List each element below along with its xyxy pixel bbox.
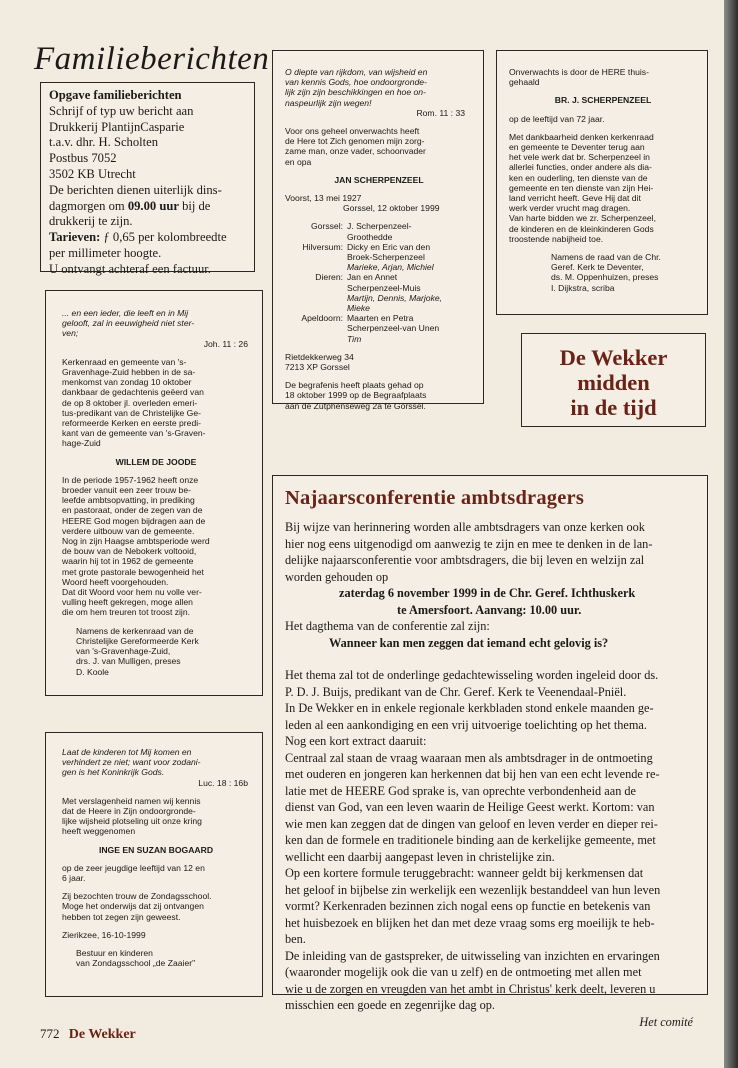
bible-quote [62,747,250,778]
article-line: dienst van God, van een leven waarin de Heilige Geest werkt. Kortom: van [285,800,655,814]
family-place: Gorssel: [311,221,343,232]
text-line: de bouw van de Nebokerk voltooid, [62,546,197,557]
text-line: vulling heeft gekregen, moge allen [62,597,193,608]
article-line: Nog een kort extract daaruit: [285,734,427,748]
conference-theme: Wanneer kan men zeggen dat iemand echt gelovig is? [329,635,609,650]
bible-quote [285,67,473,108]
notice-signature [62,948,250,968]
text-line: Onverwachts is door de HERE thuis- [509,67,649,77]
text-line: menkomst van zondag 10 oktober [62,377,192,388]
signature-line: Bestuur en kinderen [76,948,153,959]
article-line: het geloof in bijbelse zin werkelijk een wezenlijk bestanddeel van hun leven [285,882,661,897]
family-entry [285,313,473,344]
address-line: Postbus 7052 [49,151,117,166]
family-members [347,221,473,241]
signature-line: Geref. Kerk te Deventer, [551,262,644,273]
family-line: Scherpenzeel-van Unen [347,323,440,334]
text-line: kant van de gemeente van 's-Graven- [62,428,206,439]
notice-intro [62,796,250,837]
article-line: het huisbezoek en blijken het dan met deze vraag soms erg moeilijk te heb- [285,915,655,930]
text-line: en opa [285,156,312,167]
text-line: tus-predikant van de Christelijke Ge- [62,407,201,418]
text-line: dankbaar de gedachtenis geëerd van [62,387,204,398]
address-line: Drukkerij PlantijnCasparie [49,119,185,134]
signature-line: I. Dijkstra, scriba [551,282,615,293]
text-line: 6 jaar. [62,873,86,884]
family-line: Dicky en Eric van den [347,241,431,252]
family-entry [285,272,473,313]
theme-intro: Het dagthema van de conferentie zal zijn: [285,619,490,633]
article-line: ken dan de formele en traditionele binding aan de kerkelijke gemeente, met [285,833,656,847]
article-title: Najaarsconferentie ambtsdragers [285,487,585,509]
text-line: Zij bezochten trouw de Zondagsschool. [62,891,212,902]
article-najaarsconferentie [272,475,708,1029]
submission-invoice: U ontvangt achteraf een factuur. [49,261,211,276]
article-line: ben. [285,932,306,946]
text-line: Woord heeft voorgehouden. [62,576,169,587]
family-line: Scherpenzeel-Muis [347,282,421,293]
article-line: met ouderen en jongeren kan herkennen dat bij hen van een echt levende re- [285,767,660,781]
deceased-names: INGE EN SUZAN BOGAARD [98,844,214,855]
family-line: Jan en Annet [347,272,398,283]
text-line: en pastoraat, onder de zegen van de [62,505,203,516]
submission-rates: Tarieven: ƒ 0,65 per kolombreedte per millimeter hoogte. [49,230,227,260]
article-line: wellicht een daarbij aangepast leven in christelijke zin. [285,849,555,864]
notice-age: op de leeftijd van 72 jaar. [509,113,605,124]
family-line: J. Scherpenzeel- [347,221,412,232]
submission-address [49,104,246,183]
text-line: Met verslagenheid namen wij kennis [62,795,201,806]
text-line: die om hem treuren tot troost zijn. [62,607,191,618]
text-line: hage-Zuid [62,438,101,449]
text-line: troostende nabijheid toe. [509,233,604,244]
article-line: De inleiding van de gastspreker, de uitwisseling van inzichten en ervaringen [285,948,660,963]
quote-line: gelooft, zal in eeuwigheid niet ster- [62,318,195,329]
text-line: heeft weggenomen [62,826,136,837]
article-line: Het thema zal tot de onderlinge gedachtewisseling worden ingeleid door ds. [285,668,659,682]
page-title: Familieberichten [34,41,270,77]
text-line: reformeerde Kerken en eerste predi- [62,418,202,429]
article-line: delijke najaarsconferentie voor ambtsdragers, die bij leven en welzijn zal [285,553,645,567]
quote-line: gen is het Koninkrijk Gods. [62,767,165,778]
bible-quote [62,308,250,339]
text-line: broeder vanuit een zeer trouw be- [62,485,191,496]
article-line: hier nog eens uitgenodigd om aanwezig te zijn en mee te denken in de lan- [285,536,653,551]
family-place: Apeldoorn: [301,313,343,324]
notice-signature [509,252,697,293]
quote-line: ven; [62,328,79,339]
article-line: Op een kortere formule teruggebracht: wanneer geldt bij kerkmensen dat [285,866,644,880]
text-line: ken en ouderling, ten dienste van de [509,172,648,183]
text-line: 18 oktober 1999 op de Begraafplaats [285,390,427,401]
text-line: lijke wijsheid plotseling uit onze kring [62,816,202,827]
publication-name: De Wekker [68,1027,136,1042]
bible-reference: Joh. 11 : 26 [203,338,248,349]
quote-line: verhindert ze niet; want voor zodani- [62,757,201,768]
submission-heading: Opgave familieberichten [49,88,182,102]
article-line: In De Wekker en in enkele regionale kerkbladen stond enkele maanden ge- [285,701,654,715]
text-line: de Here tot Zich genomen mijn zorg- [285,136,425,147]
text-line: waarin hij tot in 1962 de gemeente [62,556,194,567]
quote-line: ... en een ieder, die leeft en in Mij [62,308,189,318]
text-line: de op 8 oktober jl. overleden emeri- [62,397,198,408]
family-members [347,313,473,344]
address-line: 7213 XP Gorssel [285,362,350,373]
notice-age [62,863,250,883]
text-line: HEERE God mogen bijdragen aan de [62,515,206,526]
article-line: worden gehouden op [285,569,389,584]
text-line: Voor ons geheel onverwachts heeft [285,126,420,137]
family-place: Dieren: [315,272,343,283]
place-date: Zierikzee, 16-10-1999 [62,929,146,940]
family-entry [285,221,473,241]
article-line: wie men kan zeggen dat de dingen van geloof en leven verder en dieper rei- [285,816,658,831]
submission-info-box [40,82,255,276]
bible-reference: Rom. 11 : 33 [416,107,465,118]
address-line: Schrijf of typ uw bericht aan [49,103,194,118]
text-line: de kinderen en de kleinkinderen Gods [509,223,654,234]
article-line: wie u de zorgen en vreugden van het ambt in Christus' kerk deelt, leveren u [285,981,656,996]
notice-bogaard [45,732,263,997]
quote-line: van kennis Gods, hoe ondoorgronde- [285,77,427,88]
text-line: op de zeer jeugdige leeftijd van 12 en [62,862,205,873]
submission-deadline: De berichten dienen uiterlijk dins- dagmorgen om 09.00 uur bij de drukkerij te zijn. [49,182,222,229]
family-line: Broek-Scherpenzeel [347,252,425,263]
signature-line: D. Koole [76,666,109,677]
address-line: 3502 KB Utrecht [49,166,136,181]
grandchildren-line: Mieke [347,303,370,314]
text-line: Met dankbaarheid denken kerkenraad [509,131,654,142]
article-line: misschien een goede en zegenrijke dag op. [285,998,495,1012]
family-members [347,242,473,273]
family-line: Maarten en Petra [347,313,414,324]
text-line: In de periode 1957-1962 heeft onze [62,474,199,485]
notice-jan-scherpenzeel [272,50,484,411]
scan-edge [724,0,738,1068]
page-number: 772 [40,1026,60,1041]
signature-line: Namens de kerkenraad van de [76,625,194,636]
text-line: aan de Zutphenseweg 2a te Gorssel. [285,400,426,411]
ad-line: De Wekker [559,345,668,370]
text-line: verdere uitbouw van de gemeente. [62,525,195,536]
notice-body [62,891,250,922]
ad-text [522,345,705,420]
notice-signature [62,626,250,677]
article-signature: Het comité [639,1014,693,1029]
address-line: Rietdekkerweg 34 [285,351,354,362]
burial-info [285,380,473,411]
grandchildren-line: Tim [347,333,362,344]
text-line: zame man, onze vader, schoonvader [285,146,426,157]
notice-body [62,475,250,618]
text-line: allerlei functies, onder andere als dia- [509,162,652,173]
text-line: Dat dit Woord voor hem nu volle ver- [62,587,202,598]
article-body [285,667,699,1014]
text-line: gehaald [509,77,540,88]
article-line: P. D. J. Buijs, predikant van de Chr. Geref. Kerk te Veenendaal-Pniël. [285,684,627,699]
text-line: land verricht heeft. Geve Hij dat dit [509,193,641,204]
conference-date: zaterdag 6 november 1999 in de Chr. Geref. Ichthuskerk [339,586,636,600]
text-line: dat de Heere in Zijn ondoorgronde- [62,806,196,817]
bible-reference: Luc. 18 : 16b [198,777,248,788]
de-wekker-ad [521,333,706,427]
signature-line: Namens de raad van de Chr. [551,252,661,263]
deceased-name: WILLEM DE JOODE [115,456,197,467]
text-line: Nog in zijn Haagse ambtsperiode werd [62,536,210,547]
deceased-name: JAN SCHERPENZEEL [334,174,424,185]
notice-body [509,132,697,244]
quote-line: Laat de kinderen tot Mij komen en [62,747,192,757]
text-line: De begrafenis heeft plaats gehad op [285,380,424,391]
article-line: vormt? Kerkenraden bezinnen zich nogal eens op functie en betekenis van [285,899,651,913]
text-line: leefde ambtsopvatting, in prediking [62,495,195,506]
family-members [347,272,473,313]
notice-intro [285,126,473,167]
family-entry [285,242,473,273]
notice-intro [62,357,250,449]
text-line: en gemeente te Deventer terug aan [509,142,645,153]
article-line: Bij wijze van herinnering worden alle ambtsdragers van onze kerken ook [285,520,645,534]
article-line: latie met de HEERE God sprake is, van oprechte verbondenheid aan de [285,783,637,798]
ad-line: in de tijd [570,395,657,420]
birth-date: Voorst, 13 mei 1927 [285,193,362,204]
text-line: hebben tot zegen zijn geweest. [62,911,181,922]
family-list [285,221,473,343]
address-line: t.a.v. dhr. H. Scholten [49,135,159,150]
signature-line: van Zondagsschool „de Zaaier" [76,958,196,969]
text-line: werk verder vrucht mag dragen. [509,203,631,214]
text-line: Van harte bidden we zr. Scherpenzeel, [509,213,656,224]
text-line: Kerkenraad en gemeente van 's- [62,356,187,367]
deceased-name: BR. J. SCHERPENZEEL [554,95,652,106]
article-line: Centraal zal staan de vraag waaraan men als ambtsdrager in de ontmoeting [285,750,653,765]
signature-line: drs. J. van Mulligen, preses [76,656,181,667]
notice-br-scherpenzeel [496,50,708,315]
signature-line: van 's-Gravenhage-Zuid, [76,646,171,657]
text-line: met grote pastorale bewogenheid het [62,566,204,577]
signature-line: Christelijke Gereformeerde Kerk [76,635,199,646]
family-line: Groothedde [347,231,393,242]
grandchildren-line: Marieke, Arjan, Michiel [347,262,434,273]
text-line: gemeente en ten dienste van zijn Hei- [509,182,654,193]
grandchildren-line: Martijn, Dennis, Marjoke, [347,292,443,303]
article-line: leden al een aankondiging en een vrij uitvoerige toelichting op het thema. [285,717,647,732]
notice-intro [509,67,697,87]
quote-line: naspeurlijk zijn wegen! [285,97,372,108]
article-intro [285,519,699,585]
quote-line: lijk zijn zijn beschikkingen en hoe on- [285,87,426,98]
text-line: Moge het onderwijs dat zij ontvangen [62,901,204,912]
signature-line: ds. M. Oppenhuizen, preses [551,272,659,283]
family-place: Hilversum: [302,241,343,252]
death-date: Gorssel, 12 oktober 1999 [343,203,440,214]
ad-line: midden [577,370,650,395]
page-footer [40,1026,136,1043]
article-line: (waaronder mogelijk ook die van u zelf) en de ontmoeting met allen met [285,965,642,979]
text-line: Gravenhage-Zuid hebben in de sa- [62,367,196,378]
conference-place: te Amersfoort. Aanvang: 10.00 uur. [397,602,582,617]
notice-willem-de-joode [45,290,263,696]
quote-line: O diepte van rijkdom, van wijsheid en [285,67,428,77]
family-address [285,352,473,372]
text-line: het vele werk dat br. Scherpenzeel in [509,152,650,163]
